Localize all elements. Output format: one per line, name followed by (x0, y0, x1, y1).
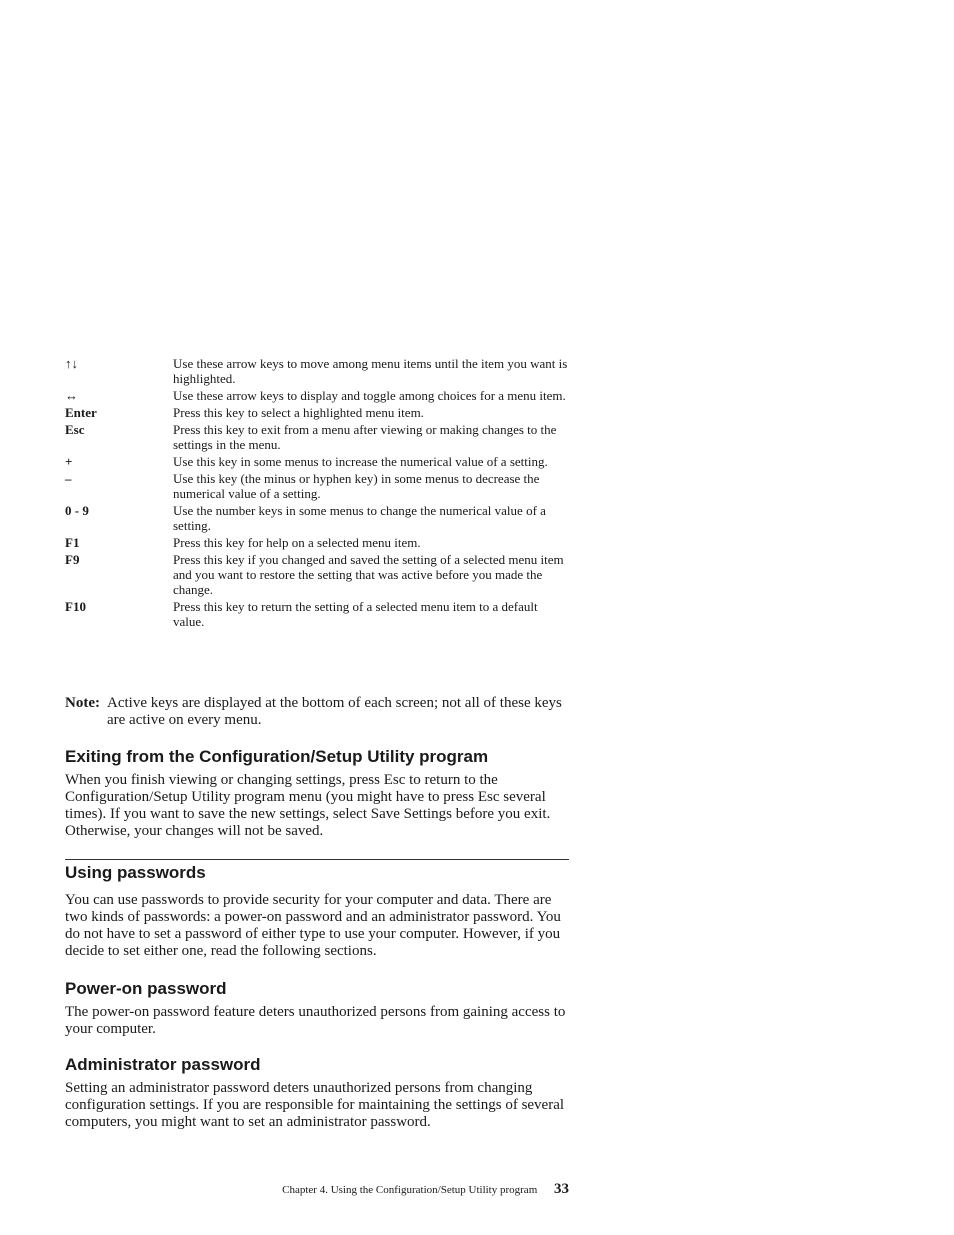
passwords-heading: Using passwords (65, 863, 206, 882)
note-label: Note: (65, 695, 100, 711)
section-divider (65, 859, 569, 860)
key-name: 0 - 9 (65, 503, 89, 518)
key-name: F9 (65, 552, 80, 567)
admin-heading: Administrator password (65, 1055, 261, 1074)
exiting-heading: Exiting from the Configuration/Setup Utility program (65, 747, 489, 766)
key-description: Use this key in some menus to increase the numerical value of a setting. (173, 454, 548, 469)
note-text: Active keys are displayed at the bottom of each screen; not all of these keys are active on every menu. (107, 695, 562, 728)
key-row (65, 552, 569, 597)
key-description: Press this key to return the setting of a selected menu item to a default value. (173, 599, 538, 629)
key-description: Use these arrow keys to display and toggle among choices for a menu item. (173, 388, 566, 403)
key-row (65, 454, 569, 469)
key-row (65, 405, 569, 420)
key-description: Press this key to exit from a menu after viewing or making changes to the settings in the menu. (173, 422, 557, 452)
note (65, 695, 565, 729)
key-table (65, 356, 569, 631)
key-name: Enter (65, 405, 97, 420)
admin-body: Setting an administrator password deters unauthorized persons from changing configuration settings. If you are responsible for maintaining the settings of several computers, you might want to set an administrator password. (65, 1080, 565, 1130)
key-name: F1 (65, 535, 80, 550)
key-description: Press this key for help on a selected menu item. (173, 535, 421, 550)
key-row (65, 422, 569, 452)
key-name: ↑↓ (65, 356, 78, 371)
key-description: Press this key if you changed and saved the setting of a selected menu item and you want to restore the setting that was active before you made the change. (173, 552, 564, 597)
key-description: Use this key (the minus or hyphen key) in some menus to decrease the numerical value of a setting. (173, 471, 540, 501)
key-description: Use these arrow keys to move among menu items until the item you want is highlighted. (173, 356, 568, 386)
key-row (65, 471, 569, 501)
passwords-body: You can use passwords to provide security for your computer and data. There are two kinds of passwords: a power-on password and an administrator password. You do not have to set a password of either type to use your computer. However, if you decide to set either one, read the following sections. (65, 892, 561, 959)
footer-chapter: Chapter 4. Using the Configuration/Setup Utility program (282, 1184, 538, 1196)
page-number: 33 (554, 1181, 569, 1197)
key-row (65, 535, 569, 550)
power-on-body: The power-on password feature deters unauthorized persons from gaining access to your computer. (65, 1004, 566, 1037)
key-name: ↔ (65, 388, 78, 403)
key-row (65, 599, 569, 629)
exiting-body: When you finish viewing or changing settings, press Esc to return to the Configuration/Setup Utility program menu (you might have to press Esc several times). If you want to save the new settings, select Save Settings before you exit. Otherwise, your changes will not be saved. (65, 772, 551, 839)
power-on-heading: Power-on password (65, 979, 227, 998)
key-row (65, 356, 569, 386)
key-row (65, 503, 569, 533)
page-footer (65, 1181, 569, 1198)
key-name: – (65, 471, 72, 486)
key-name: Esc (65, 422, 85, 437)
key-row (65, 388, 569, 403)
key-name: F10 (65, 599, 86, 614)
key-name: + (65, 454, 73, 469)
key-description: Use the number keys in some menus to change the numerical value of a setting. (173, 503, 546, 533)
key-description: Press this key to select a highlighted menu item. (173, 405, 424, 420)
